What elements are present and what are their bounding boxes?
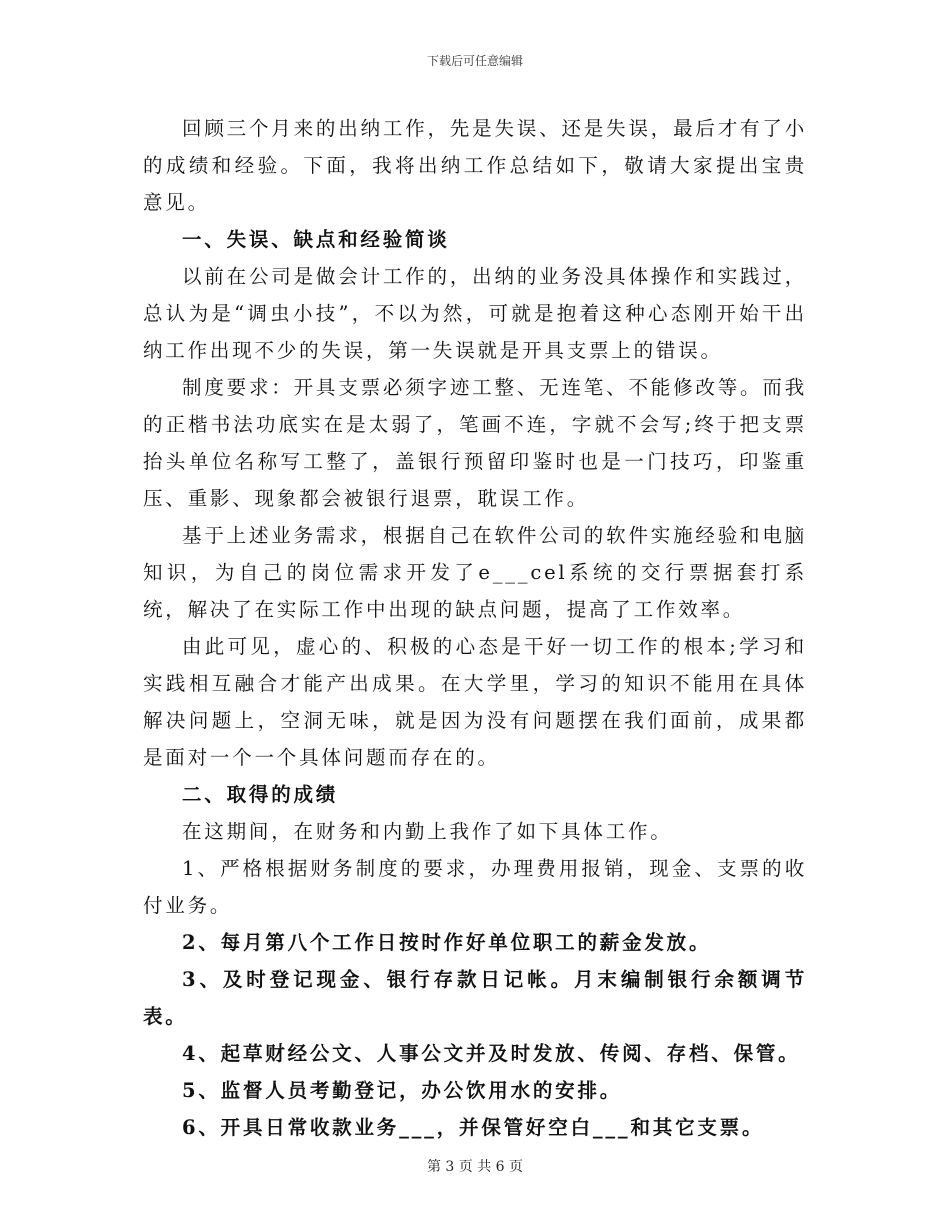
paragraph: 由此可见，虚心的、积极的心态是干好一切工作的根本;学习和实践相互融合才能产出成果。在大学里，学习的知识不能用在具体解决问题上，空洞无味，就是因为没有问题摆在我们面前，成果都是面对一个一个具体问题而存在的。 (143, 635, 807, 769)
list-item: 3、及时登记现金、银行存款日记帐。月末编制银行余额调节表。 (143, 968, 807, 1028)
intro-paragraph: 回顾三个月来的出纳工作，先是失误、还是失误，最后才有了小的成绩和经验。下面，我将出纳工作总结如下，敬请大家提出宝贵意见。 (143, 117, 807, 214)
list-item: 2、每月第八个工作日按时作好单位职工的薪金发放。 (182, 931, 712, 954)
list-item: 6、开具日常收款业务___，并保管好空白___和其它支票。 (182, 1116, 765, 1139)
document-body (143, 110, 807, 1146)
paragraph: 基于上述业务需求，根据自己在软件公司的软件实施经验和电脑知识，为自己的岗位需求开发了e___cel系统的交行票据套打系统，解决了在实际工作中出现的缺点问题，提高了工作效率。 (143, 524, 807, 621)
list-item: 4、起草财经公文、人事公文并及时发放、传阅、存档、保管。 (182, 1042, 801, 1065)
page-header: 下载后可任意编辑 (426, 54, 523, 68)
paragraph: 在这期间，在财务和内勤上我作了如下具体工作。 (182, 820, 673, 843)
list-item: 5、监督人员考勤登记，办公饮用水的安排。 (182, 1079, 623, 1102)
paragraph: 制度要求：开具支票必须字迹工整、无连笔、不能修改等。而我的正楷书法功底实在是太弱了，笔画不连，字就不会写;终于把支票抬头单位名称写工整了，盖银行预留印鉴时也是一门技巧，印鉴重压、重影、现象都会被银行退票，耽误工作。 (143, 376, 807, 510)
section-heading-2: 二、取得的成绩 (182, 783, 339, 806)
page-footer: 第 3 页 共 6 页 (426, 1159, 524, 1175)
section-heading-1: 一、失误、缺点和经验简谈 (182, 228, 450, 251)
paragraph: 以前在公司是做会计工作的，出纳的业务没具体操作和实践过，总认为是“调虫小技”，不以为然，可就是抱着这种心态刚开始干出纳工作出现不少的失误，第一失误就是开具支票上的错误。 (143, 265, 807, 362)
list-item: 1、严格根据财务制度的要求，办理费用报销，现金、支票的收付业务。 (143, 857, 807, 917)
